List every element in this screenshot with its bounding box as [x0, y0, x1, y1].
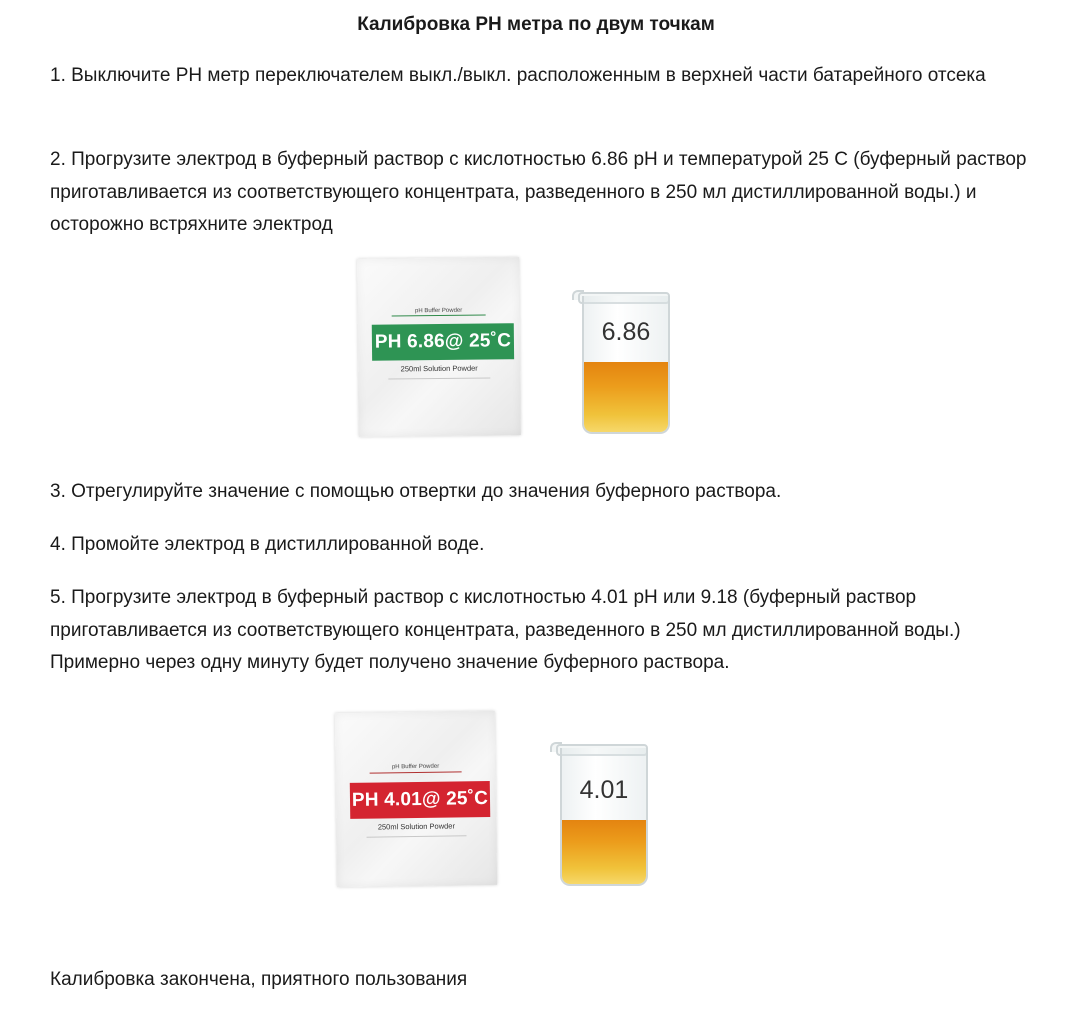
- packet-band-label: PH 6.86@ 25˚C: [372, 323, 514, 360]
- step-1: 1. Выключите PH метр переключателем выкл./выкл. расположенным в верхней части батарейного отсека: [50, 65, 986, 86]
- packet-top-text: pH Buffer Powder: [414, 307, 463, 315]
- beaker-label: 4.01: [579, 776, 629, 804]
- closing-note: Калибровка закончена, приятного пользования: [50, 969, 468, 990]
- beaker-401: [560, 748, 648, 886]
- buffer-packet-401: [335, 711, 497, 887]
- packet-divider: [370, 771, 462, 773]
- packet-top-text: pH Buffer Powder: [391, 763, 440, 771]
- step-2: 2. Прогрузите электрод в буферный раствор с кислотностью 6.86 pH и температурой 25 С (буферный раствор приготавливается из соответствующего концентрата, разведенного в 250 мл дистиллированной воды.) и осторожно встряхните электрод: [50, 149, 1027, 235]
- packet-divider-lower: [388, 377, 490, 379]
- beaker-686: [582, 296, 670, 434]
- step-5: 5. Прогрузите электрод в буферный раствор с кислотностью 4.01 pH или 9.18 (буферный раствор приготавливается из соответствующего концентрата, разведенного в 250 мл дистиллированной воды.) Примерно через одну минуту будет получено значение буферного раствора.: [50, 587, 961, 673]
- buffer-401-illustration: [330, 706, 690, 896]
- packet-divider-lower: [367, 835, 467, 837]
- beaker-liquid: [584, 362, 668, 432]
- beaker-liquid: [562, 820, 646, 884]
- document-title: Калибровка PH метра по двум точкам: [357, 14, 715, 35]
- buffer-686-illustration: [350, 256, 690, 446]
- packet-sub-text: 250ml Solution Powder: [377, 821, 456, 832]
- beaker-label: 6.86: [601, 318, 651, 346]
- packet-sub-text: 250ml Solution Powder: [400, 363, 478, 374]
- step-4: 4. Промойте электрод в дистиллированной воде.: [50, 534, 485, 555]
- packet-band-label: PH 4.01@ 25˚C: [350, 781, 490, 819]
- step-3: 3. Отрегулируйте значение с помощью отвертки до значения буферного раствора.: [50, 481, 782, 502]
- packet-divider: [392, 315, 486, 317]
- buffer-packet-686: [357, 257, 521, 437]
